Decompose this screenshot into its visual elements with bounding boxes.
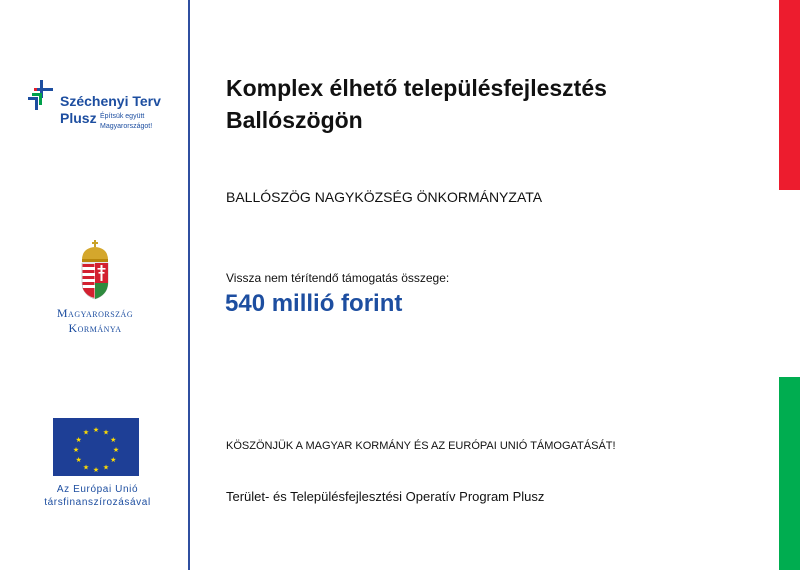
- grant-label: Vissza nem térítendő támogatás összege:: [226, 271, 450, 285]
- beneficiary-name: BALLÓSZÖG NAGYKÖZSÉG ÖNKORMÁNYZATA: [226, 189, 543, 205]
- thanks-text: KÖSZÖNJÜK A MAGYAR KORMÁNY ÉS AZ EURÓPAI UNIÓ TÁMOGATÁSÁT!: [226, 440, 616, 452]
- flag-green-stripe: [779, 377, 800, 570]
- szechenyi-cross-icon: [24, 80, 60, 116]
- eu-logo: [30, 418, 165, 509]
- svg-text:★: ★: [110, 456, 117, 464]
- government-logo: [40, 240, 150, 336]
- svg-text:★: ★: [82, 463, 90, 472]
- tagline-line1: Építsük együtt: [100, 113, 145, 120]
- grant-amount: 540 millió forint: [225, 290, 403, 317]
- szechenyi-name-line1: Széchenyi Terv: [60, 93, 161, 109]
- svg-text:★: ★: [102, 463, 110, 472]
- hungarian-coat-of-arms-icon: [78, 240, 112, 300]
- szechenyi-tagline: [100, 112, 152, 132]
- svg-text:★: ★: [75, 436, 82, 444]
- eu-line1: Az Európai Unió: [56, 484, 139, 495]
- project-title-line2: Ballószögön: [226, 107, 363, 133]
- svg-text:★: ★: [82, 428, 90, 437]
- eu-line2: társfinanszírozásával: [44, 497, 151, 508]
- program-name: Terület- és Településfejlesztési Operatív Program Plusz: [226, 489, 545, 504]
- flag-red-stripe: [779, 0, 800, 190]
- vertical-divider: [188, 0, 190, 570]
- svg-text:★: ★: [72, 446, 80, 454]
- svg-text:★: ★: [102, 428, 110, 437]
- szechenyi-name-line2: Plusz: [60, 110, 97, 126]
- szechenyi-logo: [24, 80, 174, 140]
- svg-text:★: ★: [112, 446, 120, 454]
- government-line1: Magyarország: [56, 306, 134, 320]
- svg-text:★: ★: [92, 466, 100, 474]
- svg-text:★: ★: [110, 436, 117, 444]
- tagline-line2: Magyarországot!: [100, 123, 153, 130]
- svg-text:★: ★: [75, 456, 82, 464]
- project-title-line1: Komplex élhető településfejlesztés: [226, 75, 607, 101]
- svg-text:★: ★: [92, 426, 100, 434]
- project-title: [226, 72, 766, 136]
- government-line2: Kormánya: [68, 321, 122, 335]
- eu-flag-icon: [53, 418, 139, 476]
